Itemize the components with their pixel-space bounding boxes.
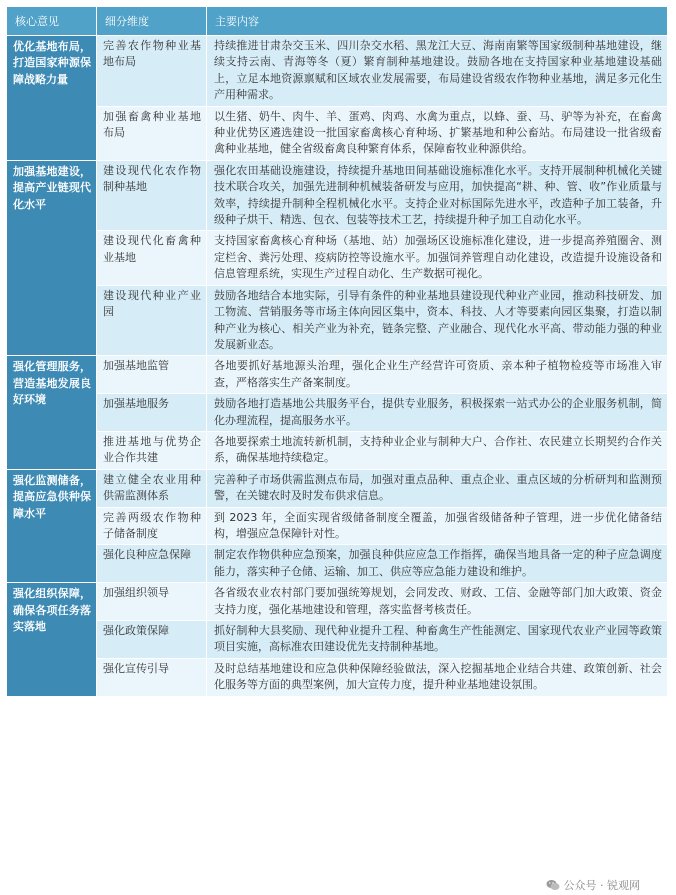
- dimension-cell: 强化良种应急保障: [97, 545, 207, 583]
- table-header-row: [7, 7, 668, 36]
- category-cell: 强化组织保障，确保各项任务落实落地: [7, 583, 97, 696]
- content-cell: 制定农作物供种应急预案，加强良种供应应急工作指挥，确保当地具备一定的种子应急调度能力，落实种子仓储、运输、加工、供应等应急能力建设和维护。: [207, 545, 668, 583]
- table-row: [7, 285, 668, 356]
- dimension-cell: 建设现代化农作物制种基地: [97, 160, 207, 231]
- table-row: [7, 231, 668, 285]
- table-row: [7, 658, 668, 696]
- content-cell: 鼓励各地结合本地实际，引导有条件的种业基地县建设现代种业产业园，推动科技研发、加工物流、营销服务等市场主体向园区集中，资本、科技、人才等要素向园区集聚，打造以制种产业为核心、相关产业为补充，链条完整、产业融合、现代化水平高、带动能力强的种业发展新业态。: [207, 285, 668, 356]
- table-row: [7, 160, 668, 231]
- table-row: [7, 394, 668, 432]
- table-row: [7, 106, 668, 160]
- header-main-content: 主要内容: [207, 7, 668, 36]
- dimension-cell: 建设现代种业产业园: [97, 285, 207, 356]
- dimension-cell: 加强基地服务: [97, 394, 207, 432]
- table-row: [7, 36, 668, 107]
- content-cell: 到 2023 年，全面实现省级储备制度全覆盖，加强省级储备种子管理，进一步优化储备结构，增强应急保障针对性。: [207, 507, 668, 545]
- content-cell: 完善种子市场供需监测点布局，加强对重点品种、重点企业、重点区域的分析研判和监测预警，在关键农时及时发布供求信息。: [207, 469, 668, 507]
- category-cell: 加强基地建设，提高产业链现代化水平: [7, 160, 97, 355]
- content-cell: 鼓励各地打造基地公共服务平台，提供专业服务，积极探索一站式办公的企业服务机制，简化办理流程，提高服务水平。: [207, 394, 668, 432]
- dimension-cell: 建设现代化畜禽种业基地: [97, 231, 207, 285]
- header-sub-dimension: 细分维度: [97, 7, 207, 36]
- dimension-cell: 强化政策保障: [97, 621, 207, 659]
- watermark: [546, 877, 641, 893]
- content-cell: 抓好制种大县奖励、现代种业提升工程、种畜禽生产性能测定、国家现代农业产业园等政策项目实施，高标准农田建设优先支持制种基地。: [207, 621, 668, 659]
- content-cell: 支持国家畜禽核心育种场（基地、站）加强场区设施标准化建设，进一步提高养殖圈舍、测定栏舍、粪污处理、疫病防控等设施水平。加强饲养管理自动化建设，改造提升设施设备和信息管理系统，实现生产过程自动化、生产数据可视化。: [207, 231, 668, 285]
- table-row: [7, 507, 668, 545]
- category-cell: 强化管理服务，营造基地发展良好环境: [7, 356, 97, 469]
- table-row: [7, 621, 668, 659]
- table-row: [7, 356, 668, 394]
- content-cell: 及时总结基地建设和应急供种保障经验做法，深入挖掘基地企业结合共建、政策创新、社会化服务等方面的典型案例，加大宣传力度，提升种业基地建设氛围。: [207, 658, 668, 696]
- dimension-cell: 推进基地与优势企业合作共建: [97, 431, 207, 469]
- table-body: [7, 36, 668, 697]
- dimension-cell: 完善农作物种业基地布局: [97, 36, 207, 107]
- watermark-text: 公众号 · 锐观网: [563, 879, 640, 892]
- wechat-icon: [546, 879, 560, 891]
- content-cell: 强化农田基础设施建设，持续提升基地田间基础设施标准化水平。支持开展制种机械化关键技术联合攻关，加强先进制种机械装备研发与应用，加快提高“耕、种、管、收”作业质量与效率，持续提升制种全程机械化水平。支持企业对标国际先进水平，改造种子加工装备，升级种子烘干、精选、包衣、包装等技术工艺，持续提升种子加工自动化水平。: [207, 160, 668, 231]
- category-cell: 强化监测储备，提高应急供种保障水平: [7, 469, 97, 582]
- content-cell: 以生猪、奶牛、肉牛、羊、蛋鸡、肉鸡、水禽为重点，以蜂、蚕、马、驴等为补充，在畜禽种业优势区遴选建设一批国家畜禽核心育种场、扩繁基地和种公畜站。布局建设一批省级畜禽种业基地，健全省级畜禽良种繁育体系，保障畜牧业种源供给。: [207, 106, 668, 160]
- category-cell: 优化基地布局，打造国家种源保障战略力量: [7, 36, 97, 161]
- table-row: [7, 431, 668, 469]
- table-row: [7, 469, 668, 507]
- content-cell: 各地要抓好基地源头治理，强化企业生产经营许可资质、亲本种子植物检疫等市场准入审查，严格落实生产备案制度。: [207, 356, 668, 394]
- dimension-cell: 建立健全农业用种供需监测体系: [97, 469, 207, 507]
- header-core-opinion: 核心意见: [7, 7, 97, 36]
- dimension-cell: 加强组织领导: [97, 583, 207, 621]
- dimension-cell: 完善两级农作物种子储备制度: [97, 507, 207, 545]
- content-cell: 持续推进甘肃杂交玉米、四川杂交水稻、黑龙江大豆、海南南繁等国家级制种基地建设，继续支持云南、青海等冬（夏）繁育制种基地建设。鼓励各地在支持国家种业基地建设基础上，立足本地资源禀赋和区域农业发展需要，布局建设省级农作物种业基地，满足多元化生产用种需求。: [207, 36, 668, 107]
- content-cell: 各省级农业农村部门要加强统筹规划，会同发改、财政、工信、金融等部门加大政策、资金支持力度，强化基地建设和管理，落实监督考核责任。: [207, 583, 668, 621]
- dimension-cell: 加强畜禽种业基地布局: [97, 106, 207, 160]
- table-row: [7, 583, 668, 621]
- content-cell: 各地要探索土地流转新机制，支持种业企业与制种大户、合作社、农民建立长期契约合作关系，确保基地持续稳定。: [207, 431, 668, 469]
- dimension-cell: 加强基地监管: [97, 356, 207, 394]
- dimension-cell: 强化宣传引导: [97, 658, 207, 696]
- policy-table: [6, 6, 668, 697]
- table-row: [7, 545, 668, 583]
